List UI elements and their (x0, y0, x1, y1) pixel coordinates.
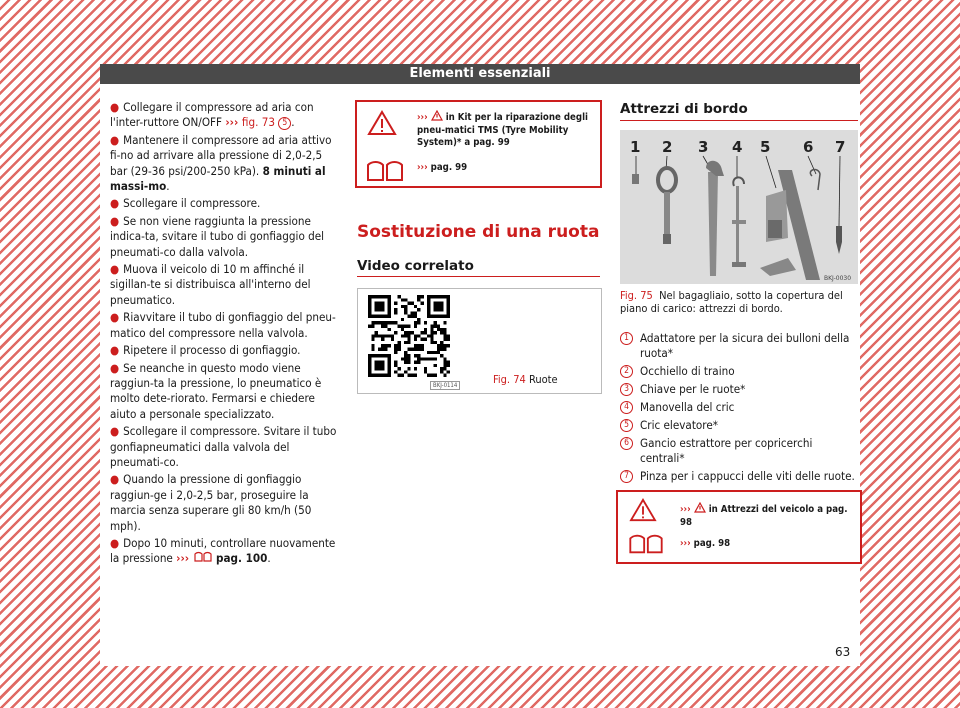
tool-number: 1 (630, 138, 641, 156)
figure-code: BKJ-0114 (430, 381, 460, 390)
section-subtitle: Video correlato (357, 258, 474, 274)
list-item: 4 Manovella del cric (620, 400, 860, 415)
list-item: ● Scollegare il compressore. Svitare il tubo gonfiapneumatici dalla valvola del pneumati-co. (110, 424, 337, 469)
warning-triangle-icon (367, 110, 397, 136)
callout-number: 3 (620, 383, 633, 396)
tool-number: 3 (698, 138, 709, 156)
tool-number: 5 (760, 138, 771, 156)
tools-illustration (620, 130, 858, 284)
figure-label: Fig. 75 (620, 289, 653, 302)
list-item: ● Collegare il compressore ad aria con l'inter-ruttore ON/OFF ››› fig. 73 5 . (110, 100, 314, 130)
warning-triangle-icon (628, 498, 658, 522)
list-item: 3 Chiave per le ruote* (620, 382, 860, 397)
list-item: ● Se non viene raggiunta la pressione indica-ta, svitare il tubo di gonfiaggio del pneumati-co dalla valvola. (110, 213, 325, 259)
list-item: ● Se neanche in questo modo viene raggiun-ta la pressione, lo pneumatico è molto dete-riorato. Fermarsi e chiedere aiuto a personale specializzato. (110, 360, 322, 421)
figure-code: BKJ-0030 (824, 275, 852, 282)
list-item: ● Scollegare il compressore. (110, 196, 261, 211)
qr-code[interactable] (368, 295, 450, 377)
page-number: 63 (835, 645, 851, 659)
tools-legend (620, 331, 860, 487)
list-item: 5 Cric elevatore* (620, 418, 860, 433)
warning-ref-text[interactable]: in Attrezzi del veicolo a pag. 98 (680, 504, 848, 528)
list-item: 2 Occhiello di traino (620, 364, 860, 379)
list-item: ● Dopo 10 minuti, controllare nuovamente la pressione ››› pag. 100. (110, 535, 336, 566)
ref-chevron-icon[interactable]: ››› (417, 162, 431, 173)
ref-chevron-icon[interactable]: ››› (680, 538, 694, 549)
warning-triangle-icon (431, 110, 443, 121)
list-item: ● Muova il veicolo di 10 m affinché il sigillan-te si distribuisca all'interno del pneumatico. (110, 262, 311, 307)
ref-chevron-icon[interactable]: ››› (225, 115, 242, 130)
warning-box (616, 490, 862, 564)
figure-tools (620, 130, 858, 284)
warning-box (355, 100, 602, 188)
ref-chevron-icon[interactable]: ››› (417, 112, 431, 123)
warning-ref-text[interactable]: in Kit per la riparazione degli pneu-matici TMS (Tyre Mobility System)* a pag. 99 (417, 112, 588, 148)
callout-number: 1 (620, 332, 633, 345)
page-link[interactable]: pag. 100 (216, 551, 268, 566)
callout-number: 4 (620, 401, 633, 414)
callout-number: 5 (620, 419, 633, 432)
figure-label: Fig. 74 (493, 373, 526, 386)
figure-video (357, 288, 602, 394)
list-item: ● Quando la pressione di gonfiaggio raggiun-ge i 2,0-2,5 bar, proseguire la marcia senza superare gli 80 km/h (50 mph). (110, 472, 312, 533)
list-item: ● Ripetere il processo di gonfiaggio. (110, 343, 301, 358)
section-title: Sostituzione di una ruota (357, 222, 600, 242)
list-item: ● Mantenere il compressore ad aria attivo fi-no ad arrivare alla pressione di 2,0-2,5 bar (29-36 psi/200-250 kPa). 8 minuti al massi-mo. (110, 132, 332, 194)
left-column (110, 100, 340, 569)
tools-title: Attrezzi di bordo (620, 101, 748, 117)
book-icon (365, 158, 405, 184)
book-icon (193, 551, 213, 563)
warning-page-ref[interactable]: pag. 98 (693, 538, 731, 549)
callout-number: 6 (620, 437, 633, 450)
warning-page-ref[interactable]: pag. 99 (430, 162, 468, 173)
divider (620, 120, 858, 121)
list-item: 1 Adattatore per la sicura dei bulloni della ruota* (620, 331, 860, 362)
tool-number: 6 (803, 138, 814, 156)
figure-caption: Fig. 75 Nel bagagliaio, sotto la copertura del piano di carico: attrezzi di bordo. (620, 289, 843, 315)
callout-number: 2 (620, 365, 633, 378)
figure-caption: Fig. 74 Ruote (493, 373, 558, 386)
list-item: ● Riavvitare il tubo di gonfiaggio del pneu-matico del compressore nella valvola. (110, 310, 336, 340)
tool-number: 7 (835, 138, 846, 156)
list-item: 7 Pinza per i cappucci delle viti delle ruote. (620, 469, 860, 484)
page-header (100, 64, 860, 84)
figure-link[interactable]: fig. 73 (241, 115, 275, 130)
warning-triangle-icon (694, 502, 706, 513)
list-item: 6 Gancio estrattore per copricerchi centrali* (620, 436, 860, 467)
page-header-title: Elementi essenziali (409, 66, 551, 81)
callout-number: 7 (620, 470, 633, 483)
callout-number: 5 (278, 117, 291, 130)
ref-chevron-icon[interactable]: ››› (176, 551, 193, 566)
ref-chevron-icon[interactable]: ››› (680, 504, 694, 515)
book-icon (626, 532, 666, 556)
divider (357, 276, 600, 277)
tool-number: 4 (732, 138, 743, 156)
tool-number: 2 (662, 138, 673, 156)
